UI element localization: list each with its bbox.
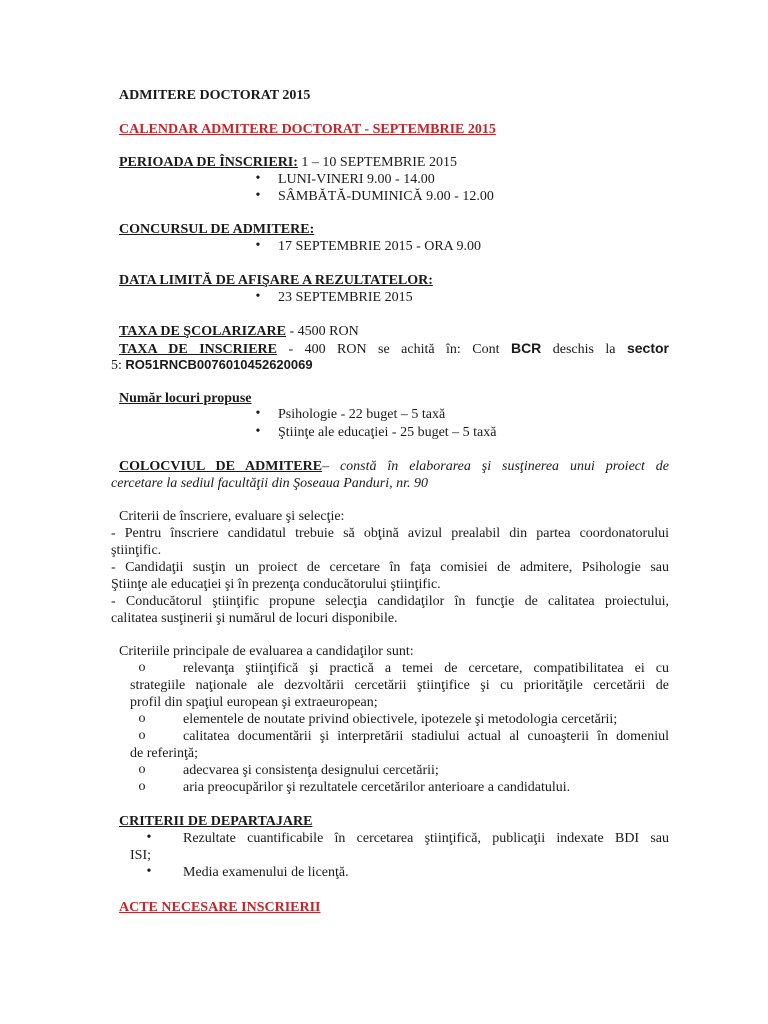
places-item: Psihologie - 22 buget – 5 taxă xyxy=(278,407,446,422)
circle-bullet-icon: o xyxy=(138,779,146,794)
evaluation-item-3: calitatea documentării şi interpretării stadiului actual al cunoaşterii în domeniul xyxy=(183,729,669,744)
colloquium-line1 xyxy=(119,458,669,475)
criteria-paragraph-1: - Pentru înscriere candidatul trebuie să obţină avizul prealabil din partea coordonatorului xyxy=(111,526,669,541)
registration-label: PERIOADA DE ÎNSCRIERI: xyxy=(119,155,298,170)
colloquium-label: COLOCVIUL DE ADMITERE xyxy=(119,459,323,474)
contest-item: 17 SEPTEMBRIE 2015 - ORA 9.00 xyxy=(278,239,482,254)
criteria-paragraph-3-cont: calitatea susţinerii şi numărul de locuri disponibile. xyxy=(111,611,398,626)
evaluation-item-4: adecvarea şi consistenţa designului cercetării; xyxy=(183,763,439,778)
registration-fee-label: TAXA DE INSCRIERE xyxy=(119,342,278,357)
registration-fee-text: - 400 RON se achită în: Cont xyxy=(277,342,500,357)
evaluation-item-1: relevanţa ştiinţifică şi practică a temei de cercetare, compatibilitatea ei cu xyxy=(183,661,669,676)
contest-label: CONCURSUL DE ADMITERE: xyxy=(119,222,315,237)
bullet-icon: • xyxy=(255,289,261,304)
bank-name: BCR xyxy=(510,340,542,356)
registration-value: 1 – 10 SEPTEMBRIE 2015 xyxy=(297,155,457,170)
tiebreak-item-1: Rezultate cuantificabile în cercetarea ştiinţifică, publicaţii indexate BDI sau xyxy=(183,831,669,846)
criteria-paragraph-2: - Candidaţii susţin un proiect de cercetare în faţa comisiei de admitere, Psihologie sau xyxy=(111,560,669,575)
circle-bullet-icon: o xyxy=(138,762,146,777)
criteria-paragraph-2-cont: Ştiinţe ale educaţiei şi în prezenţa conducătorului ştiinţific. xyxy=(111,577,441,592)
colloquium-line2: cercetare la sediul facultăţii din Şoseaua Panduri, nr. 90 xyxy=(111,476,429,491)
tiebreak-item-1-cont: ISI; xyxy=(130,848,151,863)
results-label: DATA LIMITĂ DE AFIŞARE A REZULTATELOR: xyxy=(119,273,433,288)
bullet-icon: • xyxy=(146,830,152,845)
evaluation-item-1-cont2: profil din spaţiul european şi extraeuropean; xyxy=(130,695,378,710)
account-number: RO51RNCB0076010452620069 xyxy=(125,357,313,372)
tuition-fee xyxy=(119,323,359,340)
evaluation-item-3-cont: de referinţă; xyxy=(130,746,199,761)
circle-bullet-icon: o xyxy=(138,711,146,726)
bullet-icon: • xyxy=(255,238,261,253)
sector-number: 5: xyxy=(111,358,122,373)
tiebreak-label: CRITERII DE DEPARTAJARE xyxy=(119,814,313,829)
account-line xyxy=(111,356,313,374)
bullet-icon: • xyxy=(255,406,261,421)
document-title: ADMITERE DOCTORAT 2015 xyxy=(119,88,311,103)
tiebreak-item-2: Media examenului de licenţă. xyxy=(183,865,349,880)
evaluation-item-5: aria preocupărilor şi rezultatele cercetărilor anterioare a candidatului. xyxy=(183,780,571,795)
evaluation-item-2: elementele de noutate privind obiectivele, ipotezele şi metodologia cercetării; xyxy=(183,712,618,727)
criteria-paragraph-3: - Conducătorul ştiinţific propune selecţia candidaţilor în funcţie de calitatea proiectului, xyxy=(111,594,669,609)
bullet-icon: • xyxy=(255,171,261,186)
bullet-icon: • xyxy=(255,188,261,203)
bullet-icon: • xyxy=(146,864,152,879)
evaluation-heading: Criteriile principale de evaluarea a candidaţilor sunt: xyxy=(119,644,414,659)
calendar-title: CALENDAR ADMITERE DOCTORAT - SEPTEMBRIE 2015 xyxy=(119,122,496,137)
colloquium-text: – constă în elaborarea şi susţinerea unui proiect de xyxy=(322,459,669,474)
registration-item: LUNI-VINERI 9.00 - 14.00 xyxy=(278,172,435,187)
opened-in-text: deschis la xyxy=(541,342,627,357)
places-label: Număr locuri propuse xyxy=(119,391,252,406)
sector-label: sector xyxy=(626,340,670,356)
bullet-icon: • xyxy=(255,424,261,439)
places-item: Ştiinţe ale educaţiei - 25 buget – 5 taxă xyxy=(278,425,497,440)
circle-bullet-icon: o xyxy=(138,728,146,743)
registration-item: SÂMBĂTĂ-DUMINICĂ 9.00 - 12.00 xyxy=(278,189,494,204)
documents-title: ACTE NECESARE INSCRIERII xyxy=(119,900,321,915)
evaluation-item-1-cont: strategiile naţionale ale dezvoltării cercetării ştiinţifice şi cu priorităţile cercetării de xyxy=(130,678,669,693)
circle-bullet-icon: o xyxy=(138,660,146,675)
tuition-value: - 4500 RON xyxy=(286,324,359,339)
criteria-paragraph-1-cont: ştiinţific. xyxy=(111,543,162,558)
registration-period xyxy=(119,154,457,171)
criteria-heading: Criterii de înscriere, evaluare şi selecţie: xyxy=(119,509,345,524)
results-item: 23 SEPTEMBRIE 2015 xyxy=(278,290,413,305)
tuition-label: TAXA DE ŞCOLARIZARE xyxy=(119,324,286,339)
